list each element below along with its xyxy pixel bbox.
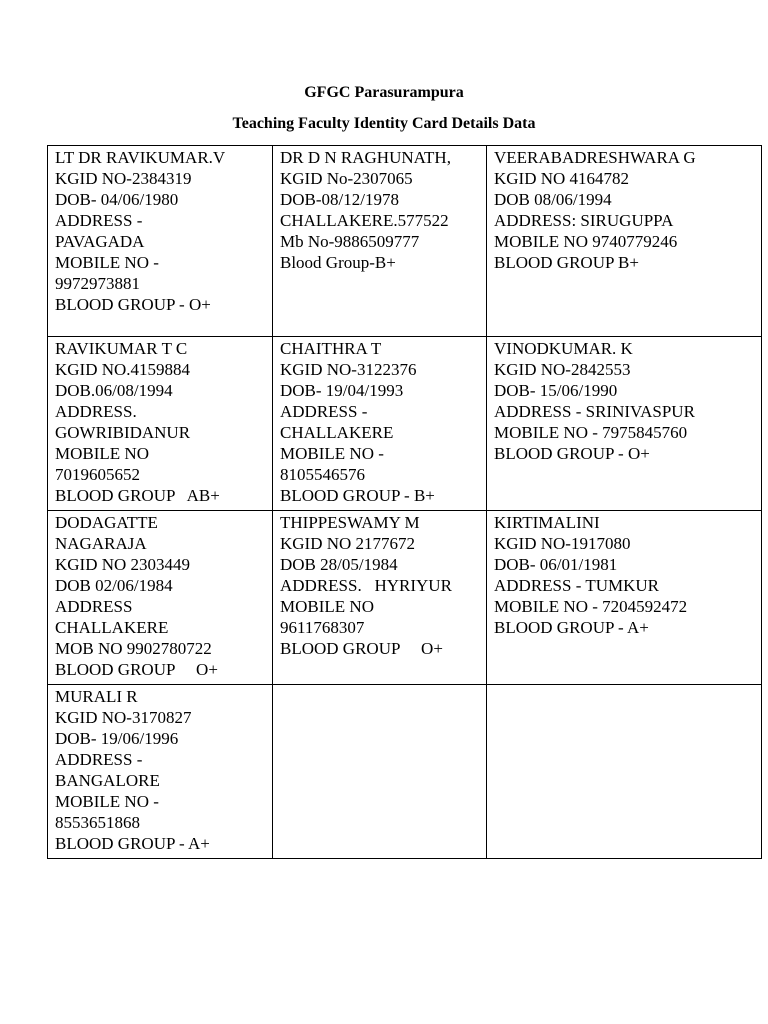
faculty-detail-line: DOB-08/12/1978 [280,190,399,209]
faculty-table [47,145,762,859]
document-subtitle: Teaching Faculty Identity Card Details Data [232,115,536,132]
faculty-cell [273,685,487,859]
faculty-detail-line: CHALLAKERE [55,618,169,637]
faculty-detail-line: PAVAGADA [55,232,145,251]
faculty-detail-line: MOBILE NO 9740779246 [494,232,678,251]
faculty-detail-line: LT DR RAVIKUMAR.V [55,148,226,167]
faculty-cell [273,337,487,511]
faculty-detail-line: ADDRESS. [55,402,137,421]
faculty-detail-line: CHALLAKERE.577522 [280,211,449,230]
faculty-detail-line: BANGALORE [55,771,160,790]
faculty-detail-line: MURALI R [55,687,138,706]
faculty-detail-line: DODAGATTE [55,513,158,532]
faculty-detail-line: ADDRESS - TUMKUR [494,576,659,595]
faculty-cell [273,146,487,337]
faculty-detail-line: BLOOD GROUP - O+ [494,444,650,463]
faculty-cell [48,146,273,337]
faculty-cell [48,337,273,511]
faculty-detail-line: BLOOD GROUP AB+ [55,486,220,505]
faculty-detail-line: DOB 28/05/1984 [280,555,398,574]
faculty-detail-line: BLOOD GROUP - O+ [55,295,211,314]
faculty-detail-line: GOWRIBIDANUR [55,423,191,442]
faculty-detail-line: DOB- 19/06/1996 [55,729,179,748]
faculty-detail-line: BLOOD GROUP B+ [494,253,639,272]
faculty-detail-line: KGID NO-2842553 [494,360,631,379]
faculty-detail-line: KGID NO 4164782 [494,169,630,188]
faculty-detail-line: KGID NO-2384319 [55,169,192,188]
faculty-detail-line: DOB 02/06/1984 [55,576,173,595]
faculty-table-body [48,146,762,859]
faculty-detail-line: DOB- 04/06/1980 [55,190,179,209]
table-row [48,337,762,511]
faculty-detail-line: ADDRESS - [55,211,143,230]
faculty-detail-line: Blood Group-B+ [280,253,396,272]
faculty-detail-line: ADDRESS. HYRIYUR [280,576,452,595]
faculty-detail-line: MOBILE NO - 7975845760 [494,423,688,442]
faculty-detail-line: CHALLAKERE [280,423,394,442]
table-row [48,146,762,337]
faculty-detail-line: DOB- 06/01/1981 [494,555,618,574]
faculty-detail-line: ADDRESS - SRINIVASPUR [494,402,695,421]
faculty-detail-line: MOBILE NO - [55,792,159,811]
faculty-detail-line: ADDRESS - [55,750,143,769]
table-row [48,511,762,685]
faculty-detail-line: KGID NO 2303449 [55,555,191,574]
faculty-detail-line: MOBILE NO [55,444,149,463]
faculty-detail-line: KGID NO 2177672 [280,534,416,553]
faculty-cell [487,685,762,859]
faculty-detail-line: VEERABADRESHWARA G [494,148,696,167]
faculty-cell [487,337,762,511]
faculty-detail-line: DOB- 19/04/1993 [280,381,404,400]
faculty-cell [487,511,762,685]
faculty-detail-line: MOBILE NO - [55,253,159,272]
table-row [48,685,762,859]
institution-title: GFGC Parasurampura [304,84,464,101]
faculty-detail-line: MOBILE NO [280,597,374,616]
faculty-detail-line: DOB 08/06/1994 [494,190,612,209]
faculty-detail-line: BLOOD GROUP - B+ [280,486,435,505]
faculty-detail-line: MOBILE NO - 7204592472 [494,597,688,616]
faculty-detail-line: MOB NO 9902780722 [55,639,212,658]
faculty-detail-line: NAGARAJA [55,534,147,553]
faculty-detail-line: BLOOD GROUP - A+ [55,834,210,853]
faculty-cell [48,685,273,859]
faculty-detail-line: ADDRESS - [280,402,368,421]
faculty-detail-line: Mb No-9886509777 [280,232,420,251]
faculty-detail-line: THIPPESWAMY M [280,513,420,532]
faculty-detail-line: 8553651868 [55,813,140,832]
faculty-detail-line: BLOOD GROUP O+ [55,660,218,679]
faculty-detail-line: ADDRESS: SIRUGUPPA [494,211,674,230]
faculty-detail-line: DR D N RAGHUNATH, [280,148,451,167]
faculty-detail-line: BLOOD GROUP O+ [280,639,443,658]
faculty-detail-line: KGID NO-3122376 [280,360,417,379]
faculty-detail-line: KIRTIMALINI [494,513,600,532]
faculty-detail-line: KGID NO.4159884 [55,360,191,379]
faculty-detail-line: DOB- 15/06/1990 [494,381,618,400]
faculty-detail-line: ADDRESS [55,597,133,616]
faculty-cell [273,511,487,685]
faculty-detail-line: MOBILE NO - [280,444,384,463]
faculty-detail-line: VINODKUMAR. K [494,339,633,358]
faculty-detail-line: 9972973881 [55,274,140,293]
faculty-detail-line: CHAITHRA T [280,339,382,358]
faculty-detail-line: RAVIKUMAR T C [55,339,188,358]
faculty-cell [487,146,762,337]
faculty-detail-line: KGID NO-1917080 [494,534,631,553]
faculty-detail-line: 7019605652 [55,465,140,484]
faculty-detail-line: DOB.06/08/1994 [55,381,173,400]
faculty-detail-line: BLOOD GROUP - A+ [494,618,649,637]
faculty-detail-line: KGID No-2307065 [280,169,413,188]
faculty-detail-line: 9611768307 [280,618,365,637]
faculty-cell [48,511,273,685]
faculty-detail-line: 8105546576 [280,465,365,484]
faculty-detail-line: KGID NO-3170827 [55,708,192,727]
